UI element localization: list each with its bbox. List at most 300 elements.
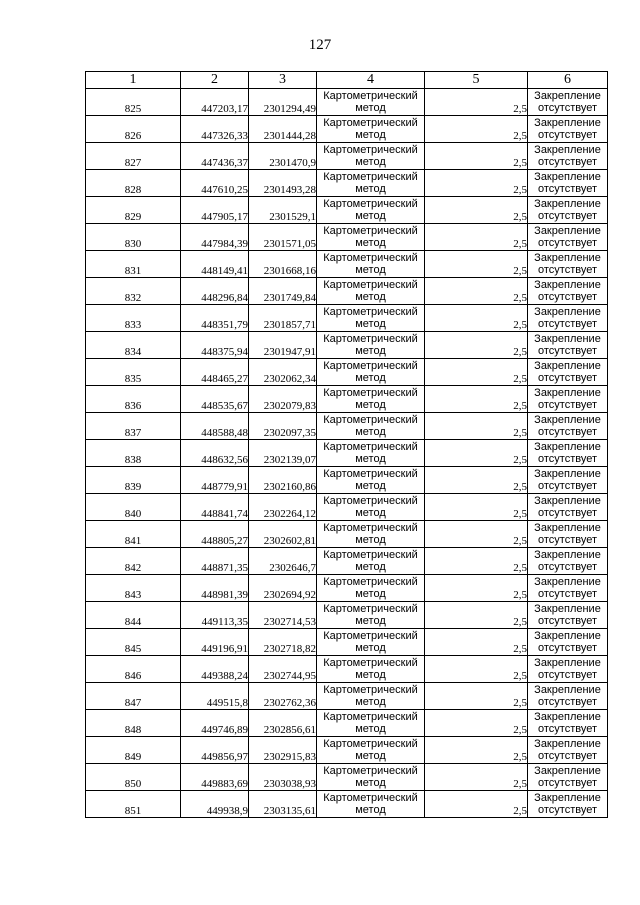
method-cell (317, 305, 425, 332)
method-cell-line: Картометрический (323, 279, 418, 291)
method-cell (317, 602, 425, 629)
method-cell-line: Картометрический (323, 576, 418, 588)
table-row (86, 386, 608, 413)
fixing-cell-line: Закрепление (534, 198, 601, 210)
method-cell (317, 737, 425, 764)
y-coordinate-cell: 2301493,28 (249, 170, 317, 197)
x-coordinate-cell: 449938,9 (181, 791, 249, 818)
fixing-cell-line: отсутствует (537, 237, 597, 249)
fixing-cell-line: отсутствует (537, 210, 597, 222)
fixing-cell-line: отсутствует (537, 102, 597, 114)
point-number-cell: 844 (86, 602, 181, 629)
x-coordinate-cell: 448632,56 (181, 440, 249, 467)
accuracy-cell: 2,5 (425, 467, 528, 494)
fixing-cell-line: отсутствует (537, 183, 597, 195)
table-row (86, 521, 608, 548)
fixing-cell-line: отсутствует (537, 561, 597, 573)
method-cell-line: Картометрический (323, 630, 418, 642)
accuracy-cell: 2,5 (425, 197, 528, 224)
fixing-cell-line: Закрепление (534, 252, 601, 264)
method-cell-line: Картометрический (323, 711, 418, 723)
method-cell-line: Картометрический (323, 549, 418, 561)
fixing-cell (528, 89, 608, 116)
method-cell-line: Картометрический (323, 144, 418, 156)
table-row (86, 548, 608, 575)
method-cell (317, 386, 425, 413)
table-row (86, 413, 608, 440)
accuracy-cell: 2,5 (425, 170, 528, 197)
method-cell-line: метод (355, 453, 386, 465)
y-coordinate-cell: 2302762,36 (249, 683, 317, 710)
method-cell-line: метод (355, 480, 386, 492)
accuracy-cell: 2,5 (425, 278, 528, 305)
accuracy-cell: 2,5 (425, 224, 528, 251)
column-header: 6 (528, 72, 608, 89)
table-row (86, 224, 608, 251)
method-cell-line: Картометрический (323, 495, 418, 507)
fixing-cell-line: отсутствует (537, 426, 597, 438)
method-cell (317, 440, 425, 467)
y-coordinate-cell: 2301294,49 (249, 89, 317, 116)
fixing-cell (528, 764, 608, 791)
fixing-cell-line: Закрепление (534, 738, 601, 750)
fixing-cell-line: Закрепление (534, 414, 601, 426)
point-number-cell: 847 (86, 683, 181, 710)
point-number-cell: 848 (86, 710, 181, 737)
point-number-cell: 836 (86, 386, 181, 413)
fixing-cell (528, 575, 608, 602)
fixing-cell-line: Закрепление (534, 171, 601, 183)
fixing-cell (528, 656, 608, 683)
method-cell (317, 413, 425, 440)
fixing-cell (528, 548, 608, 575)
accuracy-cell: 2,5 (425, 791, 528, 818)
method-cell-line: метод (355, 561, 386, 573)
y-coordinate-cell: 2302718,82 (249, 629, 317, 656)
accuracy-cell: 2,5 (425, 386, 528, 413)
y-coordinate-cell: 2302079,83 (249, 386, 317, 413)
fixing-cell-line: Закрепление (534, 549, 601, 561)
method-cell-line: Картометрический (323, 225, 418, 237)
accuracy-cell: 2,5 (425, 332, 528, 359)
fixing-cell-line: Закрепление (534, 360, 601, 372)
accuracy-cell: 2,5 (425, 575, 528, 602)
point-number-cell: 834 (86, 332, 181, 359)
method-cell-line: метод (355, 642, 386, 654)
method-cell-line: Картометрический (323, 252, 418, 264)
fixing-cell-line: отсутствует (537, 777, 597, 789)
fixing-cell-line: Закрепление (534, 306, 601, 318)
fixing-cell-line: Закрепление (534, 657, 601, 669)
accuracy-cell: 2,5 (425, 89, 528, 116)
fixing-cell-line: Закрепление (534, 441, 601, 453)
x-coordinate-cell: 448149,41 (181, 251, 249, 278)
method-cell-line: Картометрический (323, 522, 418, 534)
x-coordinate-cell: 447905,17 (181, 197, 249, 224)
y-coordinate-cell: 2302915,83 (249, 737, 317, 764)
method-cell (317, 251, 425, 278)
method-cell-line: метод (355, 102, 386, 114)
y-coordinate-cell: 2301857,71 (249, 305, 317, 332)
fixing-cell (528, 305, 608, 332)
method-cell-line: метод (355, 669, 386, 681)
fixing-cell-line: отсутствует (537, 723, 597, 735)
table-row (86, 278, 608, 305)
method-cell-line: метод (355, 804, 386, 816)
method-cell (317, 278, 425, 305)
method-cell-line: Картометрический (323, 765, 418, 777)
column-header: 1 (86, 72, 181, 89)
table-row (86, 116, 608, 143)
method-cell-line: метод (355, 345, 386, 357)
fixing-cell-line: отсутствует (537, 669, 597, 681)
x-coordinate-cell: 447326,33 (181, 116, 249, 143)
table-row (86, 602, 608, 629)
fixing-cell (528, 467, 608, 494)
x-coordinate-cell: 448375,94 (181, 332, 249, 359)
fixing-cell-line: отсутствует (537, 264, 597, 276)
point-number-cell: 825 (86, 89, 181, 116)
method-cell-line: Картометрический (323, 468, 418, 480)
method-cell-line: Картометрический (323, 306, 418, 318)
method-cell (317, 521, 425, 548)
fixing-cell (528, 440, 608, 467)
fixing-cell (528, 224, 608, 251)
point-number-cell: 843 (86, 575, 181, 602)
method-cell (317, 197, 425, 224)
table-row (86, 305, 608, 332)
y-coordinate-cell: 2303038,93 (249, 764, 317, 791)
y-coordinate-cell: 2302160,86 (249, 467, 317, 494)
fixing-cell (528, 170, 608, 197)
method-cell (317, 791, 425, 818)
column-header: 2 (181, 72, 249, 89)
x-coordinate-cell: 449113,35 (181, 602, 249, 629)
fixing-cell (528, 629, 608, 656)
table-row (86, 764, 608, 791)
x-coordinate-cell: 449883,69 (181, 764, 249, 791)
method-cell-line: метод (355, 156, 386, 168)
method-cell-line: метод (355, 534, 386, 546)
method-cell-line: метод (355, 750, 386, 762)
table-row (86, 737, 608, 764)
accuracy-cell: 2,5 (425, 413, 528, 440)
point-number-cell: 841 (86, 521, 181, 548)
fixing-cell-line: Закрепление (534, 765, 601, 777)
fixing-cell-line: отсутствует (537, 480, 597, 492)
fixing-cell (528, 116, 608, 143)
fixing-cell-line: отсутствует (537, 318, 597, 330)
x-coordinate-cell: 447610,25 (181, 170, 249, 197)
fixing-cell (528, 791, 608, 818)
fixing-cell (528, 683, 608, 710)
fixing-cell (528, 332, 608, 359)
fixing-cell-line: отсутствует (537, 534, 597, 546)
method-cell-line: метод (355, 615, 386, 627)
accuracy-cell: 2,5 (425, 521, 528, 548)
fixing-cell-line: отсутствует (537, 156, 597, 168)
point-number-cell: 840 (86, 494, 181, 521)
y-coordinate-cell: 2301470,9 (249, 143, 317, 170)
method-cell-line: метод (355, 777, 386, 789)
x-coordinate-cell: 448296,84 (181, 278, 249, 305)
method-cell-line: метод (355, 210, 386, 222)
y-coordinate-cell: 2301749,84 (249, 278, 317, 305)
method-cell-line: Картометрический (323, 792, 418, 804)
method-cell (317, 494, 425, 521)
method-cell-line: Картометрический (323, 414, 418, 426)
fixing-cell-line: Закрепление (534, 522, 601, 534)
method-cell-line: Картометрический (323, 657, 418, 669)
method-cell (317, 116, 425, 143)
method-cell-line: Картометрический (323, 441, 418, 453)
fixing-cell-line: отсутствует (537, 345, 597, 357)
fixing-cell-line: отсутствует (537, 696, 597, 708)
accuracy-cell: 2,5 (425, 251, 528, 278)
accuracy-cell: 2,5 (425, 359, 528, 386)
y-coordinate-cell: 2302097,35 (249, 413, 317, 440)
fixing-cell-line: отсутствует (537, 399, 597, 411)
fixing-cell-line: Закрепление (534, 90, 601, 102)
y-coordinate-cell: 2302694,92 (249, 575, 317, 602)
table-row (86, 791, 608, 818)
x-coordinate-cell: 448871,35 (181, 548, 249, 575)
fixing-cell-line: Закрепление (534, 792, 601, 804)
point-number-cell: 826 (86, 116, 181, 143)
method-cell (317, 143, 425, 170)
y-coordinate-cell: 2303135,61 (249, 791, 317, 818)
method-cell-line: метод (355, 372, 386, 384)
method-cell-line: метод (355, 318, 386, 330)
accuracy-cell: 2,5 (425, 656, 528, 683)
y-coordinate-cell: 2301444,28 (249, 116, 317, 143)
method-cell (317, 683, 425, 710)
method-cell-line: Картометрический (323, 171, 418, 183)
y-coordinate-cell: 2302744,95 (249, 656, 317, 683)
point-number-cell: 850 (86, 764, 181, 791)
method-cell-line: метод (355, 507, 386, 519)
method-cell (317, 575, 425, 602)
point-number-cell: 845 (86, 629, 181, 656)
table-row (86, 332, 608, 359)
table-row (86, 197, 608, 224)
x-coordinate-cell: 448805,27 (181, 521, 249, 548)
table-body (86, 89, 608, 818)
point-number-cell: 851 (86, 791, 181, 818)
fixing-cell-line: отсутствует (537, 372, 597, 384)
y-coordinate-cell: 2302602,81 (249, 521, 317, 548)
x-coordinate-cell: 449856,97 (181, 737, 249, 764)
fixing-cell-line: отсутствует (537, 129, 597, 141)
point-number-cell: 849 (86, 737, 181, 764)
fixing-cell (528, 386, 608, 413)
x-coordinate-cell: 448351,79 (181, 305, 249, 332)
method-cell-line: метод (355, 291, 386, 303)
table-row (86, 89, 608, 116)
fixing-cell (528, 413, 608, 440)
fixing-cell-line: Закрепление (534, 387, 601, 399)
y-coordinate-cell: 2302714,53 (249, 602, 317, 629)
point-number-cell: 832 (86, 278, 181, 305)
accuracy-cell: 2,5 (425, 305, 528, 332)
point-number-cell: 837 (86, 413, 181, 440)
fixing-cell-line: отсутствует (537, 291, 597, 303)
point-number-cell: 833 (86, 305, 181, 332)
method-cell-line: Картометрический (323, 90, 418, 102)
table-row (86, 251, 608, 278)
fixing-cell-line: Закрепление (534, 117, 601, 129)
table-row (86, 629, 608, 656)
fixing-cell (528, 197, 608, 224)
method-cell-line: Картометрический (323, 387, 418, 399)
accuracy-cell: 2,5 (425, 143, 528, 170)
fixing-cell (528, 710, 608, 737)
page-number: 127 (308, 37, 332, 53)
x-coordinate-cell: 449196,91 (181, 629, 249, 656)
fixing-cell (528, 602, 608, 629)
table-row (86, 710, 608, 737)
fixing-cell-line: отсутствует (537, 507, 597, 519)
column-header: 4 (317, 72, 425, 89)
point-number-cell: 827 (86, 143, 181, 170)
method-cell (317, 224, 425, 251)
method-cell-line: Картометрический (323, 684, 418, 696)
fixing-cell-line: Закрепление (534, 495, 601, 507)
fixing-cell-line: Закрепление (534, 144, 601, 156)
x-coordinate-cell: 449746,89 (181, 710, 249, 737)
point-number-cell: 842 (86, 548, 181, 575)
method-cell (317, 629, 425, 656)
method-cell (317, 467, 425, 494)
fixing-cell-line: Закрепление (534, 225, 601, 237)
x-coordinate-cell: 448779,91 (181, 467, 249, 494)
accuracy-cell: 2,5 (425, 764, 528, 791)
coordinates-table (85, 71, 608, 818)
y-coordinate-cell: 2302856,61 (249, 710, 317, 737)
y-coordinate-cell: 2302139,07 (249, 440, 317, 467)
method-cell-line: метод (355, 588, 386, 600)
method-cell (317, 764, 425, 791)
accuracy-cell: 2,5 (425, 494, 528, 521)
fixing-cell (528, 278, 608, 305)
fixing-cell (528, 737, 608, 764)
fixing-cell-line: отсутствует (537, 804, 597, 816)
accuracy-cell: 2,5 (425, 548, 528, 575)
method-cell-line: метод (355, 426, 386, 438)
column-header: 5 (425, 72, 528, 89)
fixing-cell-line: Закрепление (534, 279, 601, 291)
fixing-cell-line: отсутствует (537, 588, 597, 600)
x-coordinate-cell: 448981,39 (181, 575, 249, 602)
point-number-cell: 846 (86, 656, 181, 683)
point-number-cell: 835 (86, 359, 181, 386)
fixing-cell (528, 359, 608, 386)
x-coordinate-cell: 448588,48 (181, 413, 249, 440)
point-number-cell: 831 (86, 251, 181, 278)
y-coordinate-cell: 2301571,05 (249, 224, 317, 251)
x-coordinate-cell: 449515,8 (181, 683, 249, 710)
method-cell (317, 548, 425, 575)
table-row (86, 170, 608, 197)
table-row (86, 359, 608, 386)
x-coordinate-cell: 448465,27 (181, 359, 249, 386)
method-cell (317, 89, 425, 116)
fixing-cell-line: отсутствует (537, 750, 597, 762)
method-cell-line: Картометрический (323, 333, 418, 345)
table-row (86, 683, 608, 710)
fixing-cell-line: Закрепление (534, 711, 601, 723)
accuracy-cell: 2,5 (425, 629, 528, 656)
fixing-cell-line: Закрепление (534, 684, 601, 696)
method-cell (317, 656, 425, 683)
method-cell-line: метод (355, 264, 386, 276)
method-cell-line: Картометрический (323, 198, 418, 210)
table-row (86, 494, 608, 521)
x-coordinate-cell: 447203,17 (181, 89, 249, 116)
fixing-cell-line: отсутствует (537, 453, 597, 465)
point-number-cell: 838 (86, 440, 181, 467)
y-coordinate-cell: 2301529,1 (249, 197, 317, 224)
fixing-cell (528, 143, 608, 170)
method-cell-line: метод (355, 696, 386, 708)
method-cell-line: метод (355, 237, 386, 249)
fixing-cell-line: Закрепление (534, 468, 601, 480)
y-coordinate-cell: 2301947,91 (249, 332, 317, 359)
fixing-cell-line: Закрепление (534, 630, 601, 642)
fixing-cell-line: Закрепление (534, 603, 601, 615)
method-cell-line: Картометрический (323, 360, 418, 372)
method-cell (317, 710, 425, 737)
method-cell-line: метод (355, 129, 386, 141)
fixing-cell-line: Закрепление (534, 333, 601, 345)
x-coordinate-cell: 448841,74 (181, 494, 249, 521)
fixing-cell-line: Закрепление (534, 576, 601, 588)
x-coordinate-cell: 447436,37 (181, 143, 249, 170)
method-cell-line: метод (355, 183, 386, 195)
table-row (86, 143, 608, 170)
point-number-cell: 830 (86, 224, 181, 251)
fixing-cell-line: отсутствует (537, 642, 597, 654)
method-cell-line: Картометрический (323, 738, 418, 750)
fixing-cell-line: отсутствует (537, 615, 597, 627)
x-coordinate-cell: 448535,67 (181, 386, 249, 413)
accuracy-cell: 2,5 (425, 710, 528, 737)
accuracy-cell: 2,5 (425, 440, 528, 467)
column-header: 3 (249, 72, 317, 89)
accuracy-cell: 2,5 (425, 602, 528, 629)
method-cell-line: Картометрический (323, 117, 418, 129)
y-coordinate-cell: 2302062,34 (249, 359, 317, 386)
header-row (86, 72, 608, 89)
table-row (86, 575, 608, 602)
accuracy-cell: 2,5 (425, 116, 528, 143)
y-coordinate-cell: 2302264,12 (249, 494, 317, 521)
fixing-cell (528, 521, 608, 548)
accuracy-cell: 2,5 (425, 737, 528, 764)
y-coordinate-cell: 2301668,16 (249, 251, 317, 278)
fixing-cell (528, 494, 608, 521)
point-number-cell: 829 (86, 197, 181, 224)
method-cell-line: метод (355, 399, 386, 411)
method-cell (317, 359, 425, 386)
point-number-cell: 828 (86, 170, 181, 197)
method-cell-line: метод (355, 723, 386, 735)
method-cell-line: Картометрический (323, 603, 418, 615)
point-number-cell: 839 (86, 467, 181, 494)
y-coordinate-cell: 2302646,7 (249, 548, 317, 575)
accuracy-cell: 2,5 (425, 683, 528, 710)
fixing-cell (528, 251, 608, 278)
